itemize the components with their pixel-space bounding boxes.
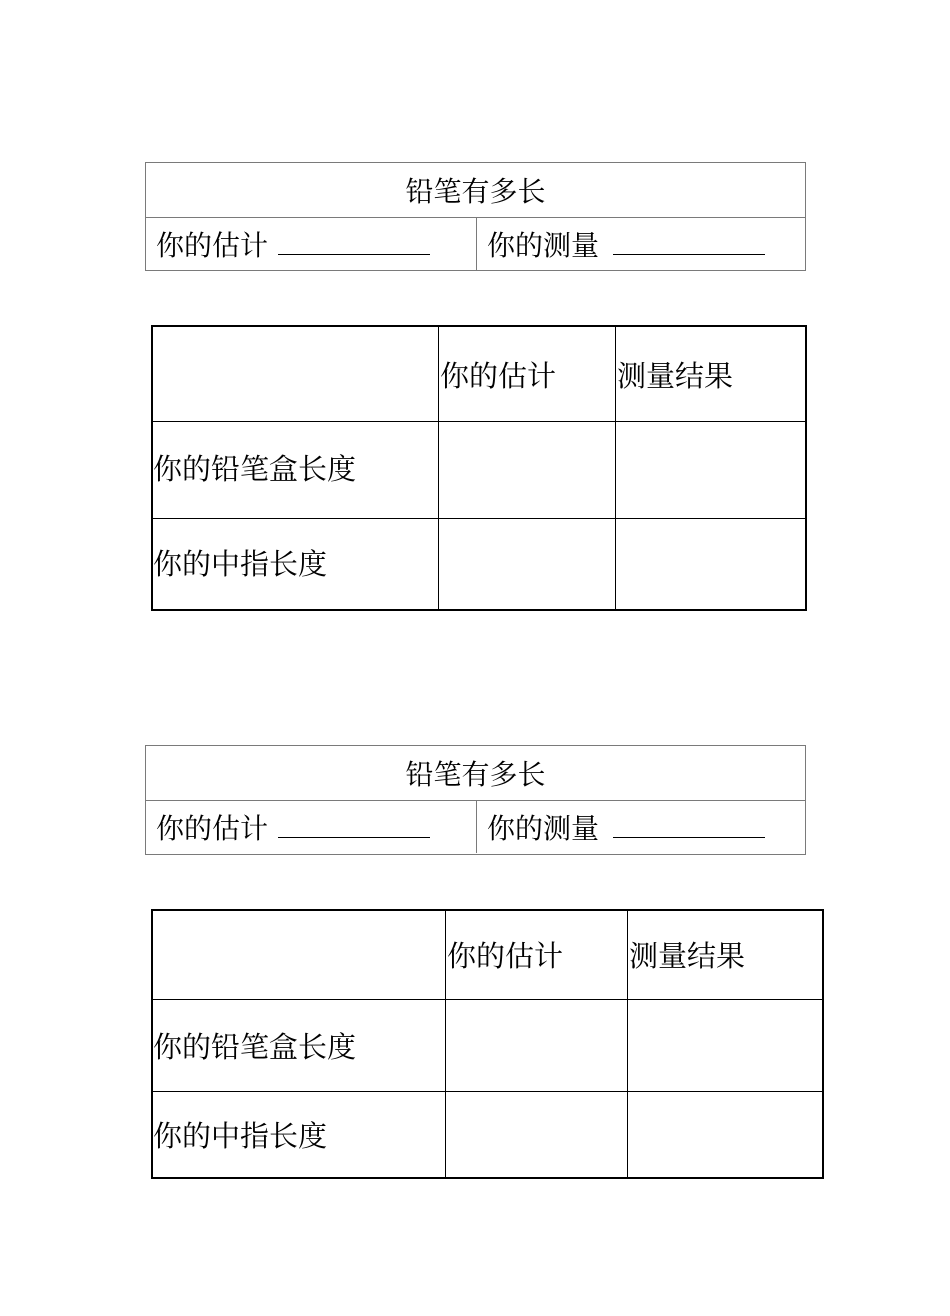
header-title-text: 铅笔有多长 <box>405 175 546 208</box>
row-label-middle-finger: 你的中指长度 <box>153 1119 328 1153</box>
estimate-label: 你的估计 <box>156 811 269 845</box>
estimate-cell <box>146 217 477 270</box>
table-row-divider <box>153 1091 822 1092</box>
column-header-result: 测量结果 <box>617 359 734 393</box>
measure-blank-line[interactable] <box>613 815 765 838</box>
table-column-divider <box>627 911 628 1177</box>
header-box-2 <box>145 745 806 855</box>
measure-cell <box>477 217 807 270</box>
column-header-estimate: 你的估计 <box>440 359 557 393</box>
table-row-divider <box>153 999 822 1000</box>
header-title-text: 铅笔有多长 <box>405 758 546 791</box>
measure-table-2 <box>151 909 824 1179</box>
estimate-cell <box>146 800 477 853</box>
column-header-estimate: 你的估计 <box>447 939 564 973</box>
estimate-blank-line[interactable] <box>278 815 430 838</box>
measure-blank-line[interactable] <box>613 232 765 255</box>
table-column-divider <box>615 327 616 609</box>
header-title <box>146 163 805 218</box>
row-label-pencil-box: 你的铅笔盒长度 <box>153 1030 357 1064</box>
estimate-blank-line[interactable] <box>278 232 430 255</box>
measure-label: 你的测量 <box>487 228 600 262</box>
measure-label: 你的测量 <box>487 811 600 845</box>
header-box-1 <box>145 162 806 271</box>
header-title <box>146 746 805 801</box>
table-column-divider <box>438 327 439 609</box>
table-row-divider <box>153 518 805 519</box>
row-label-pencil-box: 你的铅笔盒长度 <box>153 452 357 486</box>
measure-cell <box>477 800 807 853</box>
table-row-divider <box>153 421 805 422</box>
table-column-divider <box>445 911 446 1177</box>
row-label-middle-finger: 你的中指长度 <box>153 547 328 581</box>
estimate-label: 你的估计 <box>156 228 269 262</box>
measure-table-1 <box>151 325 807 611</box>
column-header-result: 测量结果 <box>629 939 746 973</box>
